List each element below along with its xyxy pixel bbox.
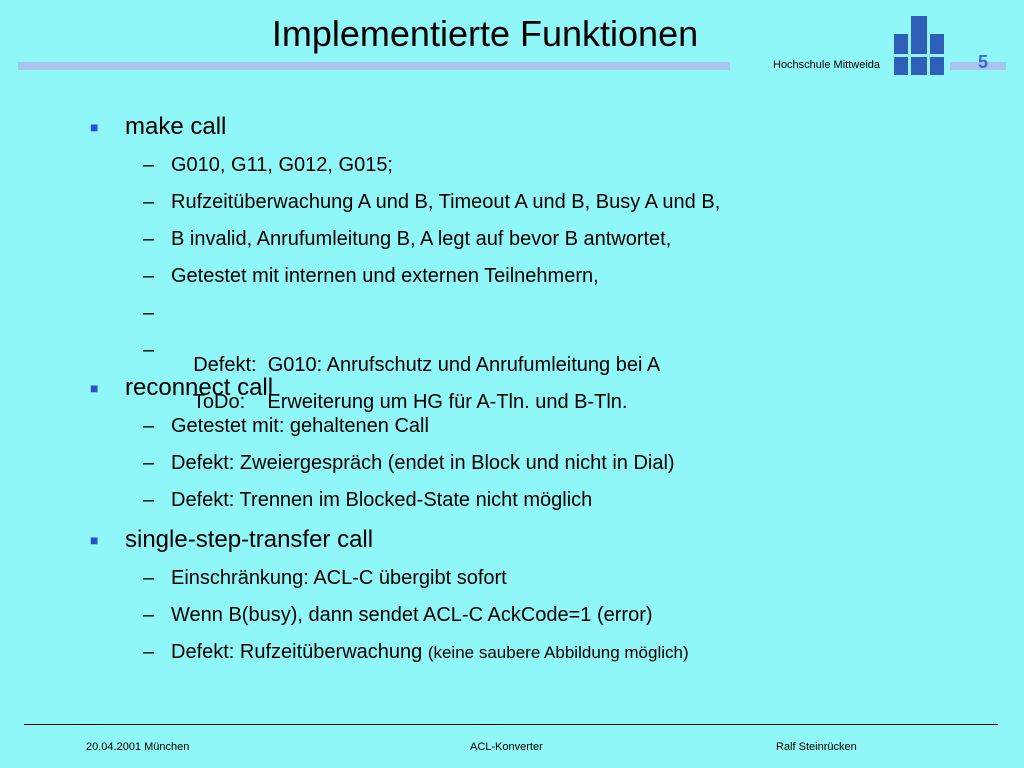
- list-item-text: Defekt: G010: Anrufschutz und Anrufumleitung bei A: [193, 354, 661, 376]
- square-bullet-icon: ■: [90, 380, 99, 396]
- list-item-text: Wenn B(busy), dann sendet ACL-C AckCode=1 (error): [171, 604, 653, 626]
- footer-date-place: 20.04.2001 München: [86, 741, 190, 753]
- slide-title: Implementierte Funktionen: [271, 13, 699, 54]
- dash-icon: –: [143, 191, 155, 213]
- section-heading-make-call: [90, 112, 227, 142]
- dash-icon: –: [143, 228, 155, 250]
- dash-icon: –: [143, 302, 155, 324]
- footer-author: Ralf Steinrücken: [776, 741, 857, 753]
- dash-icon: –: [143, 452, 155, 474]
- footer-topic: ACL-Konverter: [470, 741, 543, 753]
- dash-icon: –: [143, 604, 155, 626]
- list-item: [143, 487, 593, 513]
- dash-icon: –: [143, 154, 155, 176]
- footer-divider: [24, 724, 998, 725]
- dash-icon: –: [143, 489, 155, 511]
- dash-icon: –: [143, 339, 155, 361]
- square-bullet-icon: ■: [90, 119, 99, 135]
- university-logo-icon: [894, 16, 946, 76]
- dash-icon: –: [143, 567, 155, 589]
- section-heading-single-step-transfer-call: [90, 525, 374, 555]
- list-item: [143, 152, 393, 178]
- list-item: [143, 639, 689, 666]
- list-item: [143, 413, 429, 439]
- page-number: 5: [978, 52, 989, 72]
- square-bullet-icon: ■: [90, 532, 99, 548]
- list-item-text: G010, G11, G012, G015;: [171, 154, 393, 176]
- list-item-text: Einschränkung: ACL-C übergibt sofort: [171, 567, 507, 589]
- list-item: [143, 450, 675, 476]
- section-heading-text: single-step-transfer call: [125, 526, 374, 553]
- list-item-note: (keine saubere Abbildung möglich): [427, 643, 689, 662]
- list-item: [143, 189, 721, 215]
- list-item-text: Defekt: Zweiergespräch (endet in Block und nicht in Dial): [171, 452, 675, 474]
- list-item-text: Defekt: Rufzeitüberwachung: [171, 641, 423, 663]
- list-item-text: Getestet mit internen und externen Teilnehmern,: [171, 265, 599, 287]
- list-item-text: Rufzeitüberwachung A und B, Timeout A und B, Busy A und B,: [171, 191, 721, 213]
- section-heading-text: make call: [125, 113, 227, 140]
- institution-label: Hochschule Mittweida: [730, 58, 882, 72]
- dash-icon: –: [143, 415, 155, 437]
- list-item: [143, 565, 507, 591]
- dash-icon: –: [143, 641, 155, 663]
- list-item-text: Getestet mit: gehaltenen Call: [171, 415, 429, 437]
- list-item-text: B invalid, Anrufumleitung B, A legt auf bevor B antwortet,: [171, 228, 672, 250]
- list-item: [143, 226, 672, 252]
- list-item-text: Defekt: Trennen im Blocked-State nicht möglich: [171, 489, 593, 511]
- list-item-text: ToDo: Erweiterung um HG für A-Tln. und B-Tln.: [192, 391, 628, 413]
- section-heading-text: reconnect call: [125, 374, 274, 401]
- section-heading-reconnect-call: [90, 373, 274, 403]
- list-item: [143, 263, 599, 289]
- list-item: [143, 602, 653, 628]
- dash-icon: –: [143, 265, 155, 287]
